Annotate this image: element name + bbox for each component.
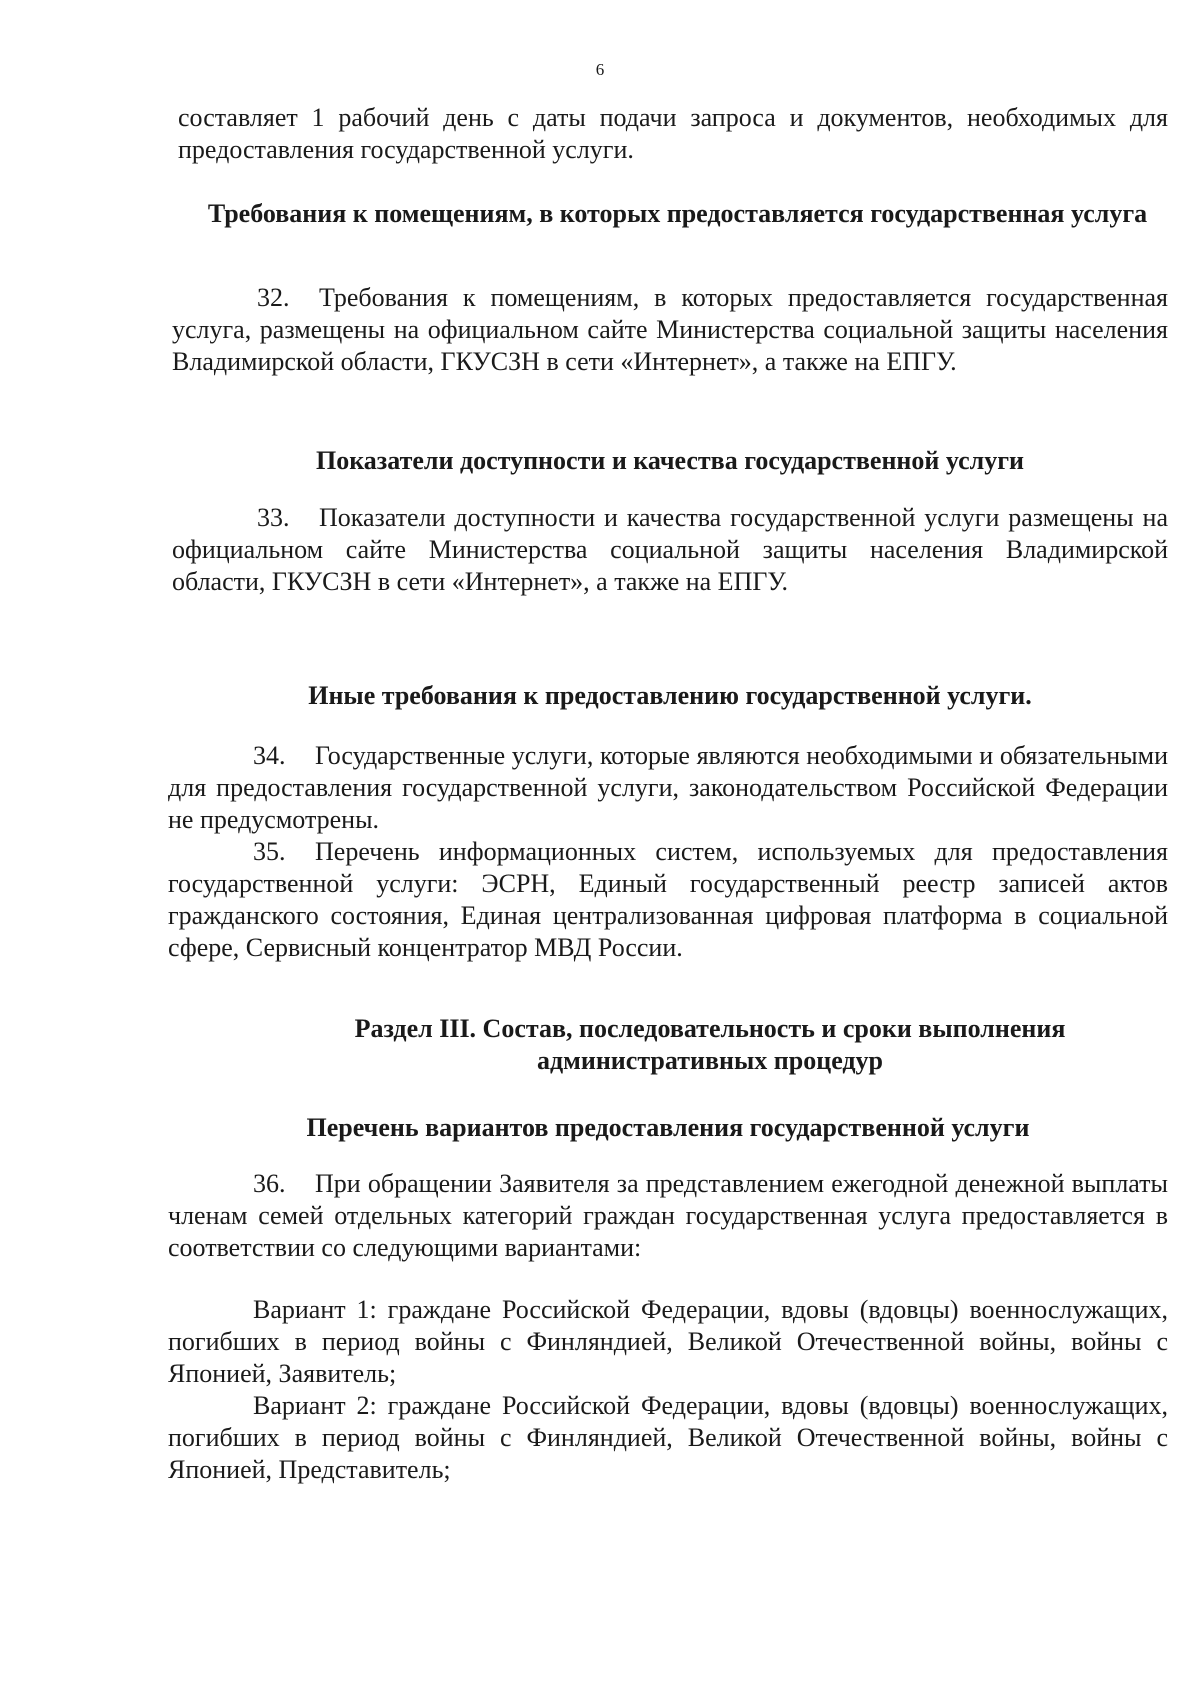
heading-premises-requirements: Требования к помещениям, в которых предоставляется государственная услуга	[207, 199, 1148, 228]
heading-service-variants: Перечень вариантов предоставления государственной услуги	[306, 1113, 1030, 1142]
paragraph-35	[168, 836, 1168, 964]
paragraph-32	[172, 282, 1168, 378]
paragraph-36	[168, 1168, 1168, 1264]
paragraph-35-number: 35.	[253, 837, 286, 866]
page-number: 6	[595, 60, 605, 79]
heading-other-requirements: Иные требования к предоставлению государственной услуги.	[308, 681, 1032, 710]
paragraph-36-number: 36.	[253, 1169, 286, 1198]
paragraph-33	[172, 502, 1168, 598]
paragraph-33-number: 33.	[257, 503, 290, 532]
paragraph-34-number: 34.	[253, 741, 286, 770]
paragraph-32-text: Требования к помещениям, в которых предоставляется государственная услуга, размещены на официальном сайте Министерства социальной защиты населения Владимирской области, ГКУСЗН в сети «Интернет», а также на ЕПГУ.	[172, 283, 1168, 376]
heading-availability-indicators: Показатели доступности и качества государственной услуги	[315, 446, 1025, 475]
paragraph-36-text: При обращении Заявителя за представлением ежегодной денежной выплаты членам семей отдельных категорий граждан государственная услуга предоставляется в соответствии со следующими вариантами:	[168, 1169, 1168, 1262]
variant-2: Вариант 2: граждане Российской Федерации, вдовы (вдовцы) военнослужащих, погибших в период войны с Финляндией, Великой Отечественной войны, войны с Японией, Представитель;	[168, 1391, 1168, 1484]
paragraph-34	[168, 740, 1168, 836]
paragraph-35-text: Перечень информационных систем, используемых для предоставления государственной услуги: ЭСРН, Единый государственный реестр записей актов гражданского состояния, Единая централизованная цифровая платформа в социальной сфере, Сервисный концентратор МВД России.	[168, 837, 1168, 962]
variant-1: Вариант 1: граждане Российской Федерации, вдовы (вдовцы) военнослужащих, погибших в период войны с Финляндией, Великой Отечественной войны, войны с Японией, Заявитель;	[168, 1295, 1168, 1388]
paragraph-32-number: 32.	[257, 283, 290, 312]
paragraph-34-text: Государственные услуги, которые являются необходимыми и обязательными для предоставления государственной услуги, законодательством Российской Федерации не предусмотрены.	[168, 741, 1168, 834]
paragraph-33-text: Показатели доступности и качества государственной услуги размещены на официальном сайте Министерства социальной защиты населения Владимирской области, ГКУСЗН в сети «Интернет», а также на ЕПГУ.	[172, 503, 1168, 596]
paragraph-continuation: составляет 1 рабочий день с даты подачи запроса и документов, необходимых для предоставления государственной услуги.	[178, 103, 1168, 164]
heading-section-iii: Раздел III. Состав, последовательность и сроки выполнения административных процедур	[354, 1014, 1066, 1075]
